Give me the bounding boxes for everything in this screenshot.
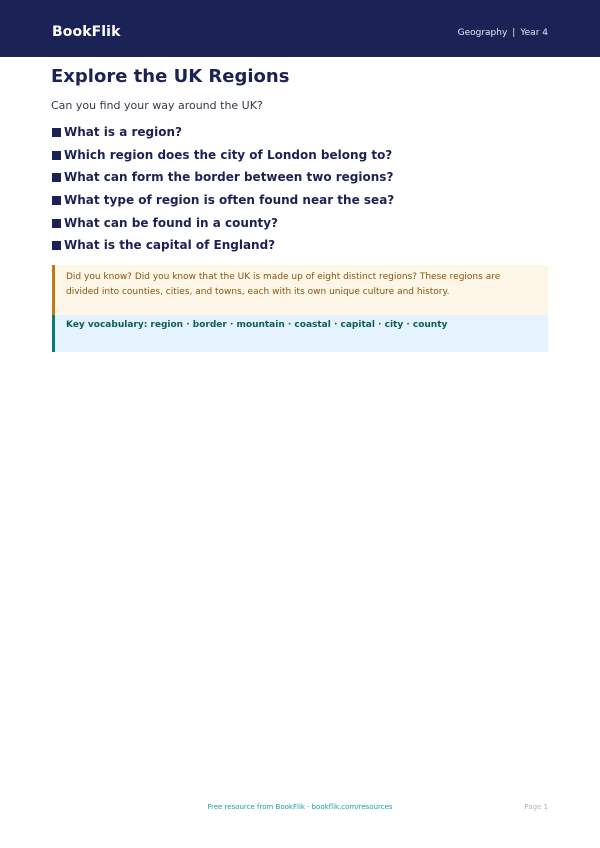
page-title: Explore the UK Regions [51,66,290,87]
square-bullet-icon [52,241,61,250]
question-item [52,234,394,257]
square-bullet-icon [52,196,61,205]
vocabulary-text: Key vocabulary: region · border · mountain · coastal · capital · city · county [66,320,448,330]
year-label: Year 4 [520,28,548,38]
header-meta [458,28,548,38]
site-header [0,0,600,57]
question-text: Which region does the city of London belong to? [64,147,393,162]
question-text: What is a region? [64,125,183,140]
question-item [52,144,394,167]
key-vocabulary-box [52,315,548,352]
question-item [52,166,394,189]
did-you-know-callout [52,265,548,315]
question-text: What can be found in a county? [64,215,279,230]
intro-text: Can you find your way around the UK? [51,99,263,112]
footer-resource-link[interactable]: Free resource from BookFlik · bookflik.com/resources [207,803,393,811]
question-item [52,211,394,234]
question-item [52,189,394,212]
brand-logo[interactable]: BookFlik [52,24,121,40]
question-text: What type of region is often found near the sea? [64,193,395,208]
meta-separator: | [512,28,516,38]
question-text: What is the capital of England? [64,238,276,253]
question-list [52,121,394,257]
page-number: Page 1 [524,803,548,811]
subject-label: Geography [457,28,508,38]
question-item [52,121,394,144]
square-bullet-icon [52,128,61,137]
square-bullet-icon [52,219,61,228]
callout-text: Did you know? Did you know that the UK is made up of eight distinct regions? These regions are divided into counties, cities, and towns, each with its own unique culture and history. [66,272,501,297]
square-bullet-icon [52,173,61,182]
square-bullet-icon [52,151,61,160]
question-text: What can form the border between two regions? [64,170,394,185]
